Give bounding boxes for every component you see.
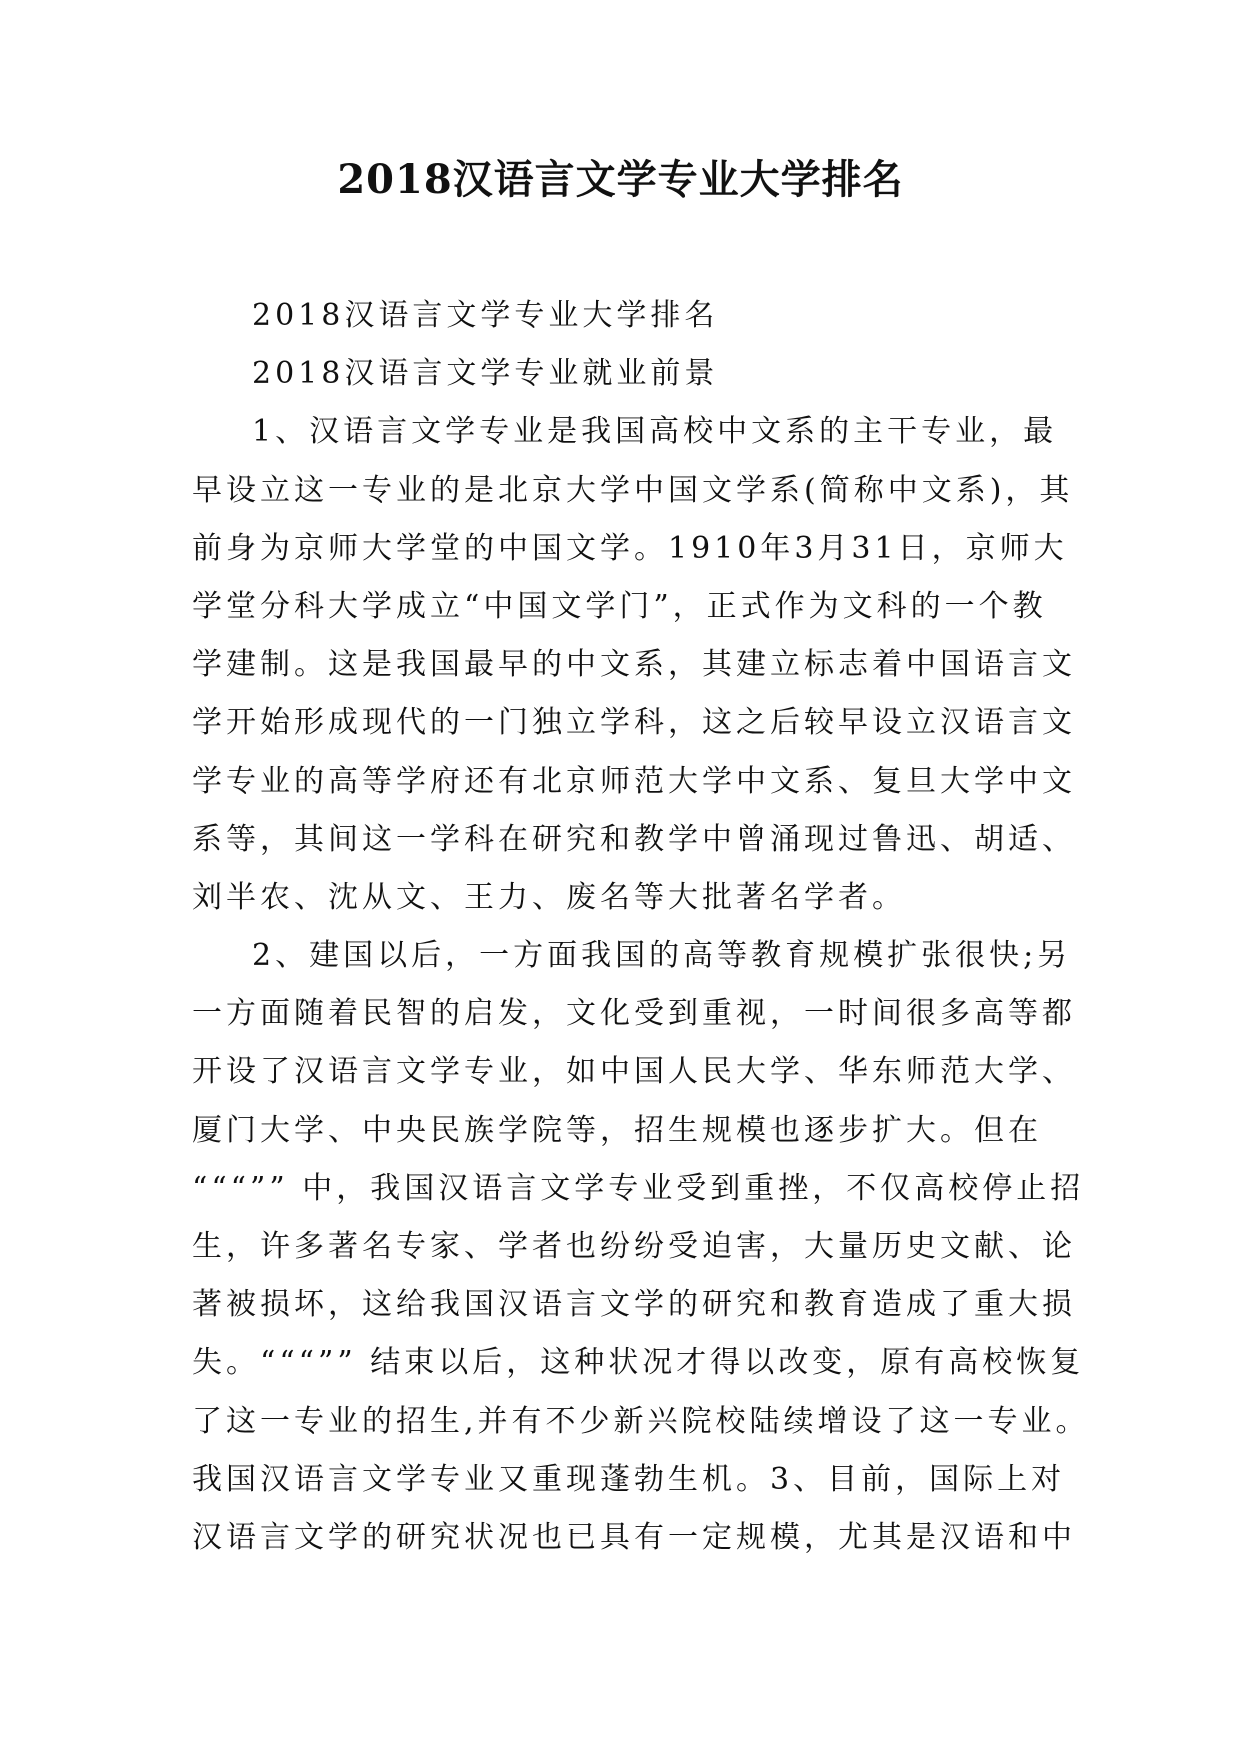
text-line: 2、建国以后，一方面我国的高等教育规模扩张很快;另 [252,938,1072,974]
text-line: 学堂分科大学成立“中国文学门”，正式作为文科的一个教 [192,588,1047,624]
text-line: 生，许多著名专家、学者也纷纷受迫害，大量历史文献、论 [192,1229,1076,1264]
text-line: 早设立这一专业的是北京大学中国文学系(简称中文系)，其 [192,472,1074,508]
text-line: 厦门大学、中央民族学院等，招生规模也逐步扩大。但在 [192,1112,1042,1148]
text-line: 我国汉语言文学专业又重现蓬勃生机。3、目前，国际上对 [192,1461,1066,1497]
document-body [192,287,1090,1567]
text-line: 失。“““”” 结束以后，这种状况才得以改变，原有高校恢复 [192,1345,1085,1381]
text-line: 学建制。这是我国最早的中文系，其建立标志着中国语言文 [192,647,1076,683]
text-line: “““”” 中，我国汉语言文学专业受到重挫，不仅高校停止招 [192,1170,1085,1206]
text-line: 前身为京师大学堂的中国文学。1910年3月31日，京师大 [192,530,1068,566]
text-line: 著被损坏，这给我国汉语言文学的研究和教育造成了重大损 [192,1287,1076,1323]
text-line: 2018汉语言文学专业大学排名 [252,298,719,333]
text-line: 学开始形成现代的一门独立学科，这之后较早设立汉语言文 [192,705,1076,741]
text-line: 刘半农、沈从文、王力、废名等大批著名学者。 [192,879,906,915]
text-line: 系等，其间这一学科在研究和教学中曾涌现过鲁迅、胡适、 [192,821,1076,857]
text-line: 学专业的高等学府还有北京师范大学中文系、复旦大学中文 [192,763,1076,799]
text-line: 开设了汉语言文学专业，如中国人民大学、华东师范大学、 [192,1054,1076,1090]
text-line: 汉语言文学的研究状况也已具有一定规模，尤其是汉语和中 [192,1519,1076,1555]
text-line: 一方面随着民智的启发，文化受到重视，一时间很多高等都 [192,996,1076,1032]
text-line: 2018汉语言文学专业就业前景 [252,356,719,392]
text-line: 了这一专业的招生,并有不少新兴院校陆续增设了这一专业。 [192,1403,1090,1439]
text-line: 1、汉语言文学专业是我国高校中文系的主干专业，最 [252,414,1058,450]
document-title: 2018汉语言文学专业大学排名 [337,156,904,203]
